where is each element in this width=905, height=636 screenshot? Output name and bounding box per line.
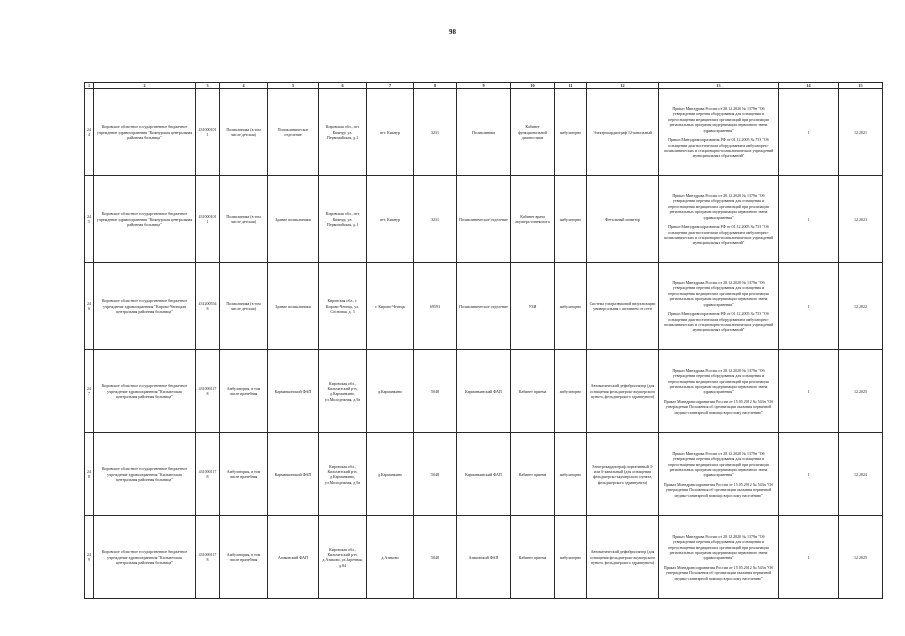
facility-type: Поликлиника (в том числе детская) [220, 89, 268, 176]
cabinet: Кабинет приема [511, 433, 555, 516]
equipment-name: Автоматический дефибриллятор (для оснащения фельдшерско-акушерского пункта, фельдшерского здравпункта) [587, 516, 659, 599]
department: Азиковский ФАП [457, 516, 511, 599]
equipment-name: Фетальный монитор [587, 176, 659, 263]
quantity: 1 [779, 433, 839, 516]
regulatory-document: Приказ Минздрава России от 28.12.2020 № 1379н "Об утверждении перечня оборудования для оснащения и переоснащения медицинских организаций при реализации региональных программ модернизации первичного звена здравоохранения" [668, 450, 769, 478]
subdivision: Карманкинский ФАП [268, 350, 319, 433]
locality: пгт. Кикнур [367, 176, 414, 263]
deadline: 12.2025 [839, 516, 883, 599]
quantity: 1 [779, 350, 839, 433]
population: 5048 [414, 350, 457, 433]
organization-code: 4310001178 [196, 433, 220, 516]
column-number: 3 [196, 83, 220, 89]
organization-name: Кировское областное государственное бюджетное учреждение здравоохранения "Кикнурская центральная районная больница" [94, 89, 196, 176]
deadline: 12.2023 [839, 176, 883, 263]
table-row [85, 263, 883, 350]
subdivision: Азиковский ФАП [268, 516, 319, 599]
care-form: амбулаторно [555, 350, 587, 433]
column-number: 13 [659, 83, 779, 89]
deadline: 12.2024 [839, 433, 883, 516]
column-number: 2 [94, 83, 196, 89]
care-form: амбулаторно [555, 89, 587, 176]
organization-name: Кировское областное государственное бюджетное учреждение здравоохранения "Кильмезская центральная районная больница" [94, 433, 196, 516]
cabinet: УЗИ [511, 263, 555, 350]
deadline: 12.2022 [839, 263, 883, 350]
department: Карманкинский ФАП [457, 350, 511, 433]
cabinet: Кабинет приема [511, 350, 555, 433]
equipment-name: Система ультразвуковой визуализации универсальная с питанием от сети [587, 263, 659, 350]
locality: г. Кирово-Чепецк [367, 263, 414, 350]
column-number: 10 [511, 83, 555, 89]
row-number: 244 [85, 89, 94, 176]
regulatory-document: Приказ Минздрава России от 28.12.2020 № 1379н "Об утверждении перечня оборудования для оснащения и переоснащения медицинских организаций при реализации региональных программ модернизации первичного звена здравоохранения" [668, 193, 769, 220]
regulatory-documents [659, 350, 779, 433]
equipment-table [84, 82, 883, 599]
cabinet: Кабинет врача акушера-гинеколога [511, 176, 555, 263]
locality: д.Карманкино [367, 350, 414, 433]
department: Поликлиническое отделение [457, 176, 511, 263]
regulatory-documents [659, 89, 779, 176]
organization-code: 4310001011 [196, 176, 220, 263]
table-row [85, 89, 883, 176]
subdivision: Здание поликлиники [268, 263, 319, 350]
column-number: 1 [85, 83, 94, 89]
facility-type: Поликлиника (в том числе детская) [220, 176, 268, 263]
population: 69593 [414, 263, 457, 350]
deadline: 12.2021 [839, 89, 883, 176]
address: Кировская обл., Кильмезский р-н, д.Карманкино, ул.Молодежная, д.9а [319, 433, 367, 516]
population: 3231 [414, 176, 457, 263]
table-row [85, 516, 883, 599]
address: Кировская обл., г. Кирово-Чепецк, ул. Сосновая, д. 3 [319, 263, 367, 350]
row-number: 249 [85, 516, 94, 599]
regulatory-document: Приказ Минздравсоцразвития РФ от 01.12.2005 № 753 "Об оснащении диагностическим оборудованием амбулаторно-поликлинических и стационарно-поликлинических учреждений муниципальных образований" [663, 224, 774, 246]
column-number: 11 [555, 83, 587, 89]
equipment-name: Электрокардиограф 12-канальный [587, 89, 659, 176]
table-row [85, 350, 883, 433]
cabinet: Кабинет приема [511, 516, 555, 599]
page-number: 98 [449, 28, 456, 36]
organization-code: 4310001178 [196, 516, 220, 599]
quantity: 1 [779, 516, 839, 599]
regulatory-document: Приказ Минздравсоцразвития России от 15.05.2012 № 543н "Об утверждении Положения об организации оказания первичной медико-санитарной помощи взрослому населению" [663, 481, 774, 498]
organization-code: 4310001178 [196, 350, 220, 433]
regulatory-document: Приказ Минздрава России от 28.12.2020 № 1379н "Об утверждении перечня оборудования для оснащения и переоснащения медицинских организаций при реализации региональных программ модернизации первичного звена здравоохранения" [668, 533, 769, 561]
locality: д.Азиково [367, 516, 414, 599]
organization-name: Кировское областное государственное бюджетное учреждение здравоохранения "Кильмезская центральная районная больница" [94, 516, 196, 599]
population: 5048 [414, 516, 457, 599]
regulatory-documents [659, 176, 779, 263]
locality: пгт. Кикнур [367, 89, 414, 176]
table-row [85, 176, 883, 263]
column-number: 6 [319, 83, 367, 89]
department: Карманкинский ФАП [457, 433, 511, 516]
population: 5048 [414, 433, 457, 516]
subdivision: Карманкинский ФАП [268, 433, 319, 516]
subdivision: Здание поликлиники [268, 176, 319, 263]
quantity: 1 [779, 263, 839, 350]
organization-code: 4310001011 [196, 89, 220, 176]
regulatory-document: Приказ Минздрава России от 28.12.2020 № 1379н "Об утверждении перечня оборудования для оснащения и переоснащения медицинских организаций при реализации региональных программ модернизации первичного звена здравоохранения" [668, 367, 769, 395]
locality: д.Карманкино [367, 433, 414, 516]
subdivision: Поликлиническое отделение [268, 89, 319, 176]
care-form: амбулаторно [555, 516, 587, 599]
regulatory-document: Приказ Минздрава России от 28.12.2020 № 1379н "Об утверждении перечня оборудования для оснащения и переоснащения медицинских организаций при реализации региональных программ модернизации первичного звена здравоохранения" [668, 280, 769, 307]
facility-type: Амбулатория, в том числе врачебная [220, 350, 268, 433]
care-form: амбулаторно [555, 263, 587, 350]
column-number: 5 [268, 83, 319, 89]
row-number: 246 [85, 263, 94, 350]
department: Поликлиническое отделение [457, 263, 511, 350]
facility-type: Амбулатория, в том числе врачебная [220, 433, 268, 516]
column-number: 12 [587, 83, 659, 89]
equipment-name: Автоматический дефибриллятор (для оснащения фельдшерско-акушерского пункта, фельдшерского здравпункта) [587, 350, 659, 433]
column-number: 9 [457, 83, 511, 89]
cabinet: Кабинет функциональной диагностики [511, 89, 555, 176]
equipment-name: Электрокардиограф портативный 3- или 6-канальный (для оснащения фельдшерско-акушерского пункта, фельдшерского здравпункта) [587, 433, 659, 516]
deadline: 12.2025 [839, 350, 883, 433]
facility-type: Амбулатория, в том числе врачебная [220, 516, 268, 599]
quantity: 1 [779, 89, 839, 176]
organization-name: Кировское областное государственное бюджетное учреждение здравоохранения "Кирово-Чепецкая центральная районная больница" [94, 263, 196, 350]
column-number: 14 [779, 83, 839, 89]
regulatory-document: Приказ Минздравсоцразвития РФ от 01.12.2005 № 753 "Об оснащении диагностическим оборудованием амбулаторно-поликлинических и стационарно-поликлинических учреждений муниципальных образований" [663, 137, 774, 159]
care-form: амбулаторно [555, 433, 587, 516]
organization-name: Кировское областное государственное бюджетное учреждение здравоохранения "Кикнурская центральная районная больница" [94, 176, 196, 263]
organization-name: Кировское областное государственное бюджетное учреждение здравоохранения "Кильмезская центральная районная больница" [94, 350, 196, 433]
organization-code: 4312005548 [196, 263, 220, 350]
population: 3231 [414, 89, 457, 176]
facility-type: Поликлиника (в том числе детская) [220, 263, 268, 350]
address: Кировская обл., Кильмезский р-н, д.Карманкино, ул.Молодежная, д.9а [319, 350, 367, 433]
column-number: 15 [839, 83, 883, 89]
regulatory-document: Приказ Минздравсоцразвития России от 15.05.2012 № 543н "Об утверждении Положения об организации оказания первичной медико-санитарной помощи взрослому населению" [663, 564, 774, 581]
address: Кировская обл., пгт Кикнур, ул. Первомайская, д.1 [319, 89, 367, 176]
department: Поликлиника [457, 89, 511, 176]
quantity: 1 [779, 176, 839, 263]
care-form: амбулаторно [555, 176, 587, 263]
regulatory-documents [659, 263, 779, 350]
column-number: 8 [414, 83, 457, 89]
regulatory-document: Приказ Минздрава России от 28.12.2020 № 1379н "Об утверждении перечня оборудования для оснащения и переоснащения медицинских организаций при реализации региональных программ модернизации первичного звена здравоохранения" [668, 106, 769, 133]
address: Кировская обл., Кильмезский р-н, д.Азиково, ул.Заречная, д.84 [319, 516, 367, 599]
row-number: 247 [85, 350, 94, 433]
regulatory-documents [659, 516, 779, 599]
regulatory-documents [659, 433, 779, 516]
column-number: 7 [367, 83, 414, 89]
regulatory-document: Приказ Минздравсоцразвития РФ от 01.12.2005 № 753 "Об оснащении диагностическим оборудованием амбулаторно-поликлинических и стационарно-поликлинических учреждений муниципальных образований" [663, 311, 774, 333]
regulatory-document: Приказ Минздравсоцразвития России от 15.05.2012 № 543н "Об утверждении Положения об организации оказания первичной медико-санитарной помощи взрослому населению" [663, 398, 774, 415]
column-number: 4 [220, 83, 268, 89]
row-number: 248 [85, 433, 94, 516]
address: Кировская обл., пгт Кикнур, ул. Первомайская, д.1 [319, 176, 367, 263]
table-row [85, 433, 883, 516]
row-number: 245 [85, 176, 94, 263]
